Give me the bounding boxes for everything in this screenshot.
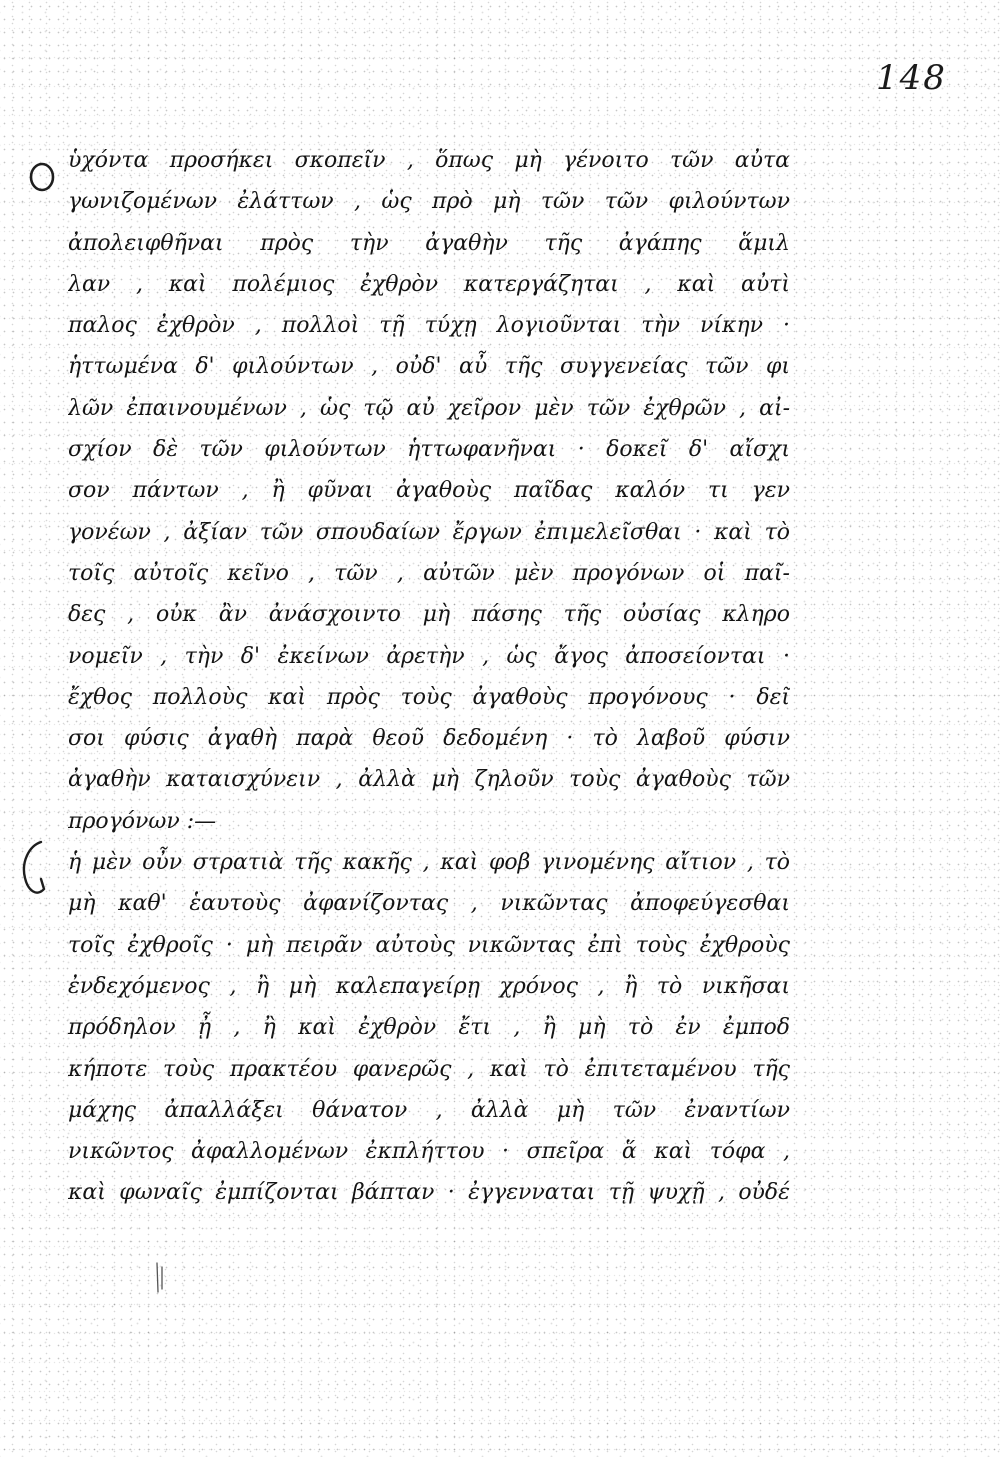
text-line: σοι φύσις ἀγαθὴ παρὰ θεοῦ δεδομένη · τὸ λαβοῦ φύσιν (68, 726, 790, 752)
text-line: ἡ μὲν οὖν στρατιὰ τῆς κακῆς , καὶ φοβ γινομένης αἴτιον , τὸ (68, 850, 790, 876)
page-number: 148 (876, 58, 947, 98)
text-line: πρόδηλον ᾖ , ἢ καὶ ἐχθρὸν ἔτι , ἢ μὴ τὸ ἐν ἐμποδ (68, 1015, 790, 1041)
margin-section-mark (24, 842, 44, 893)
text-line: ἐνδεχόμενος , ἢ μὴ καλεπαγείρῃ χρόνος , ἢ τὸ νικῆσαι (68, 973, 790, 999)
text-line: ἀπολειφθῆναι πρὸς τὴν ἀγαθὴν τῆς ἀγάπης ἅμιλ (68, 230, 790, 256)
text-line: τοῖς ἐχθροῖς · μὴ πειρᾶν αὐτοὺς νικῶντας ἐπὶ τοὺς ἐχθροὺς (68, 932, 790, 958)
paragraph (68, 842, 790, 1214)
text-line: τοῖς αὐτοῖς κεῖνο , τῶν , αὐτῶν μὲν προγόνων οἱ παῖ- (68, 560, 790, 586)
text-line: προγόνων :— (68, 808, 217, 834)
ink-tick-mark (157, 1263, 162, 1292)
text-line: λαν , καὶ πολέμιος ἐχθρὸν κατεργάζηται , καὶ αὐτὶ (68, 271, 790, 297)
text-line: ἡττωμένα δ' φιλούντων , οὐδ' αὖ τῆς συγγενείας τῶν φι (68, 354, 790, 380)
text-line: γονέων , ἀξίαν τῶν σπουδαίων ἔργων ἐπιμελεῖσθαι · καὶ τὸ (68, 519, 790, 545)
text-line: νομεῖν , τὴν δ' ἐκείνων ἀρετὴν , ὡς ἄγος ἀποσείονται · (68, 643, 790, 669)
text-line: καὶ φωναῖς ἐμπίζονται βάπταν · ἐγγενναται τῇ ψυχῇ , οὐδέ (68, 1180, 790, 1206)
text-line: μάχης ἀπαλλάξει θάνατον , ἀλλὰ μὴ τῶν ἐναντίων (68, 1097, 790, 1123)
paragraph (68, 140, 790, 842)
text-line: σχίον δὲ τῶν φιλούντων ἡττωφανῆναι · δοκεῖ δ' αἴσχι (68, 437, 790, 463)
text-line: ὑχόντα προσήκει σκοπεῖν , ὅπως μὴ γένοιτο τῶν αὐτα (68, 148, 790, 173)
text-line: παλος ἐχθρὸν , πολλοὶ τῇ τύχῃ λογιοῦνται τὴν νίκην · (68, 313, 790, 339)
text-line: γωνιζομένων ἐλάττων , ὡς πρὸ μὴ τῶν τῶν φιλούντων (68, 189, 790, 215)
manuscript-text (68, 140, 790, 1214)
text-line: δες , οὐκ ἂν ἀνάσχοιντο μὴ πάσης τῆς οὐσίας κληρο (68, 602, 790, 628)
text-line: σον πάντων , ἢ φῦναι ἀγαθοὺς παῖδας καλόν τι γεν (68, 478, 790, 504)
text-line: λῶν ἐπαινουμένων , ὡς τῷ αὐ χεῖρον μὲν τῶν ἐχθρῶν , αἰ- (68, 395, 790, 421)
margin-circle-mark (31, 164, 53, 190)
text-line: μὴ καθ' ἑαυτοὺς ἀφανίζοντας , νικῶντας ἀποφεύγεσθαι (68, 891, 790, 917)
text-line: ἀγαθὴν καταισχύνειν , ἀλλὰ μὴ ζηλοῦν τοὺς ἀγαθοὺς τῶν (68, 767, 790, 793)
text-line: ἔχθος πολλοὺς καὶ πρὸς τοὺς ἀγαθοὺς προγόνους · δεῖ (68, 684, 790, 710)
text-line: νικῶντος ἀφαλλομένων ἐκπλήττου · σπεῖρα ἅ καὶ τόφα , (68, 1139, 790, 1165)
text-line: κήποτε τοὺς πρακτέου φανερῶς , καὶ τὸ ἐπιτεταμένου τῆς (68, 1056, 790, 1082)
